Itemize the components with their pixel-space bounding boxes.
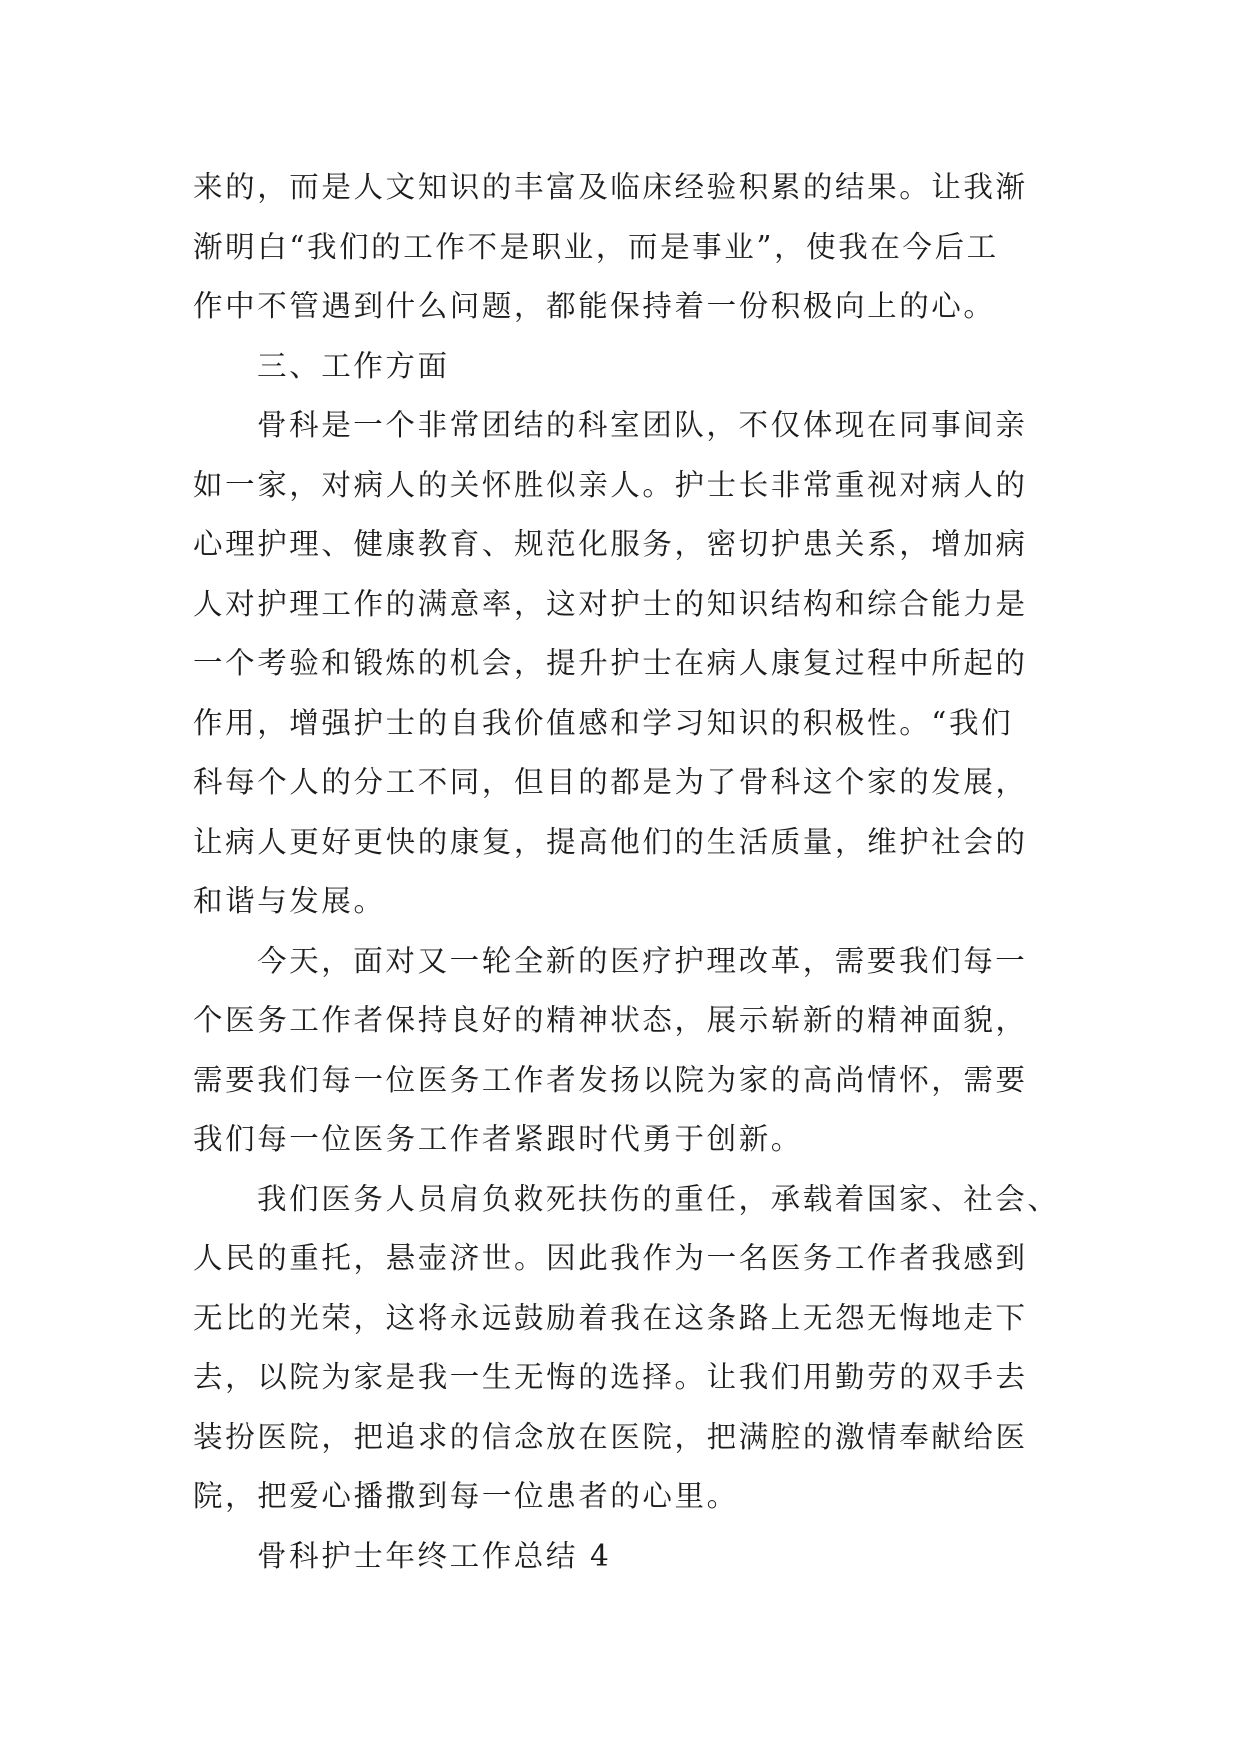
text-line: 来的，而是人文知识的丰富及临床经验积累的结果。让我渐 — [193, 170, 1028, 204]
text-line: 需要我们每一位医务工作者发扬以院为家的高尚情怀，需要 — [193, 1062, 1028, 1097]
text-line: 一个考验和锻炼的机会，提升护士在病人康复过程中所起的 — [193, 646, 1028, 680]
text-line: 和谐与发展。 — [193, 884, 386, 918]
text-line: 无比的光荣，这将永远鼓励着我在这条路上无怨无悔地走下 — [193, 1300, 1028, 1335]
text-line: 骨科护士年终工作总结 4 — [257, 1538, 612, 1573]
text-line: 科每个人的分工不同，但目的都是为了骨科这个家的发展， — [193, 765, 1028, 799]
text-line: 渐明白“我们的工作不是职业，而是事业”，使我在今后工 — [193, 229, 999, 264]
text-line: 我们每一位医务工作者紧跟时代勇于创新。 — [193, 1122, 803, 1156]
text-line: 让病人更好更快的康复，提高他们的生活质量，维护社会的 — [193, 824, 1028, 859]
text-line: 如一家，对病人的关怀胜似亲人。护士长非常重视对病人的 — [193, 467, 1028, 502]
text-line: 院，把爱心播撒到每一位患者的心里。 — [193, 1479, 739, 1513]
text-line: 作中不管遇到什么问题，都能保持着一份积极向上的心。 — [193, 289, 996, 323]
document-body — [193, 158, 1063, 1586]
text-line: 去，以院为家是我一生无悔的选择。让我们用勤劳的双手去 — [193, 1360, 1028, 1394]
text-line: 今天，面对又一轮全新的医疗护理改革，需要我们每一 — [257, 943, 1028, 978]
text-line: 人对护理工作的满意率，这对护士的知识结构和综合能力是 — [193, 586, 1028, 621]
text-line: 骨科是一个非常团结的科室团队，不仅体现在同事间亲 — [257, 408, 1028, 442]
text-line: 心理护理、健康教育、规范化服务，密切护患关系，增加病 — [193, 527, 1028, 561]
text-line: 个医务工作者保持良好的精神状态，展示崭新的精神面貌， — [193, 1003, 1028, 1037]
text-line: 我们医务人员肩负救死扶伤的重任，承载着国家、社会、 — [257, 1181, 1060, 1216]
text-line: 装扮医院，把追求的信念放在医院，把满腔的激情奉献给医 — [193, 1419, 1028, 1454]
text-line: 人民的重托，悬壶济世。因此我作为一名医务工作者我感到 — [193, 1241, 1028, 1275]
text-line: 三、工作方面 — [257, 348, 450, 383]
text-line: 作用，增强护士的自我价值感和学习知识的积极性。“我们 — [193, 705, 1014, 740]
